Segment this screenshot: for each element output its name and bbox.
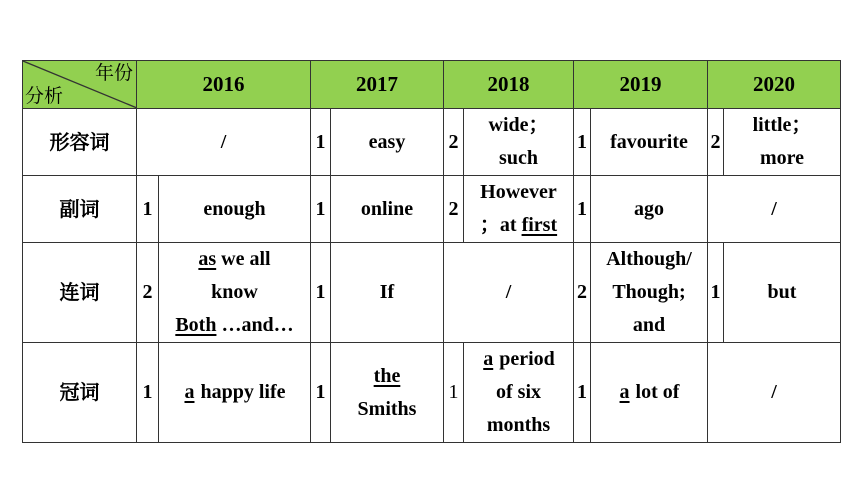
year-2020-header: 2020: [708, 61, 841, 109]
corner-year-label: 年份: [94, 62, 133, 84]
count-art-2018: 1: [444, 343, 464, 443]
row-label-adjective: 形容词: [23, 109, 137, 176]
cell-adv-2020: /: [708, 176, 841, 243]
conjunction-row: [23, 243, 841, 343]
corner-analysis-label: 分析: [25, 85, 64, 107]
count-adv-2016: 1: [137, 176, 159, 243]
cell-adj-2020: little； more: [724, 109, 841, 176]
row-label-article: 冠词: [23, 343, 137, 443]
count-art-2016: 1: [137, 343, 159, 443]
cell-conj-2018: /: [444, 243, 574, 343]
count-conj-2017: 1: [311, 243, 331, 343]
cell-art-2019: a lot of: [591, 343, 708, 443]
cell-art-2017: the Smiths: [331, 343, 444, 443]
count-conj-2019: 2: [574, 243, 591, 343]
count-art-2017: 1: [311, 343, 331, 443]
cell-art-2018: a period of six months: [464, 343, 574, 443]
row-label-adverb: 副词: [23, 176, 137, 243]
cell-adv-2016: enough: [159, 176, 311, 243]
count-adj-2017: 1: [311, 109, 331, 176]
count-adj-2020: 2: [708, 109, 724, 176]
cell-adj-2016: /: [137, 109, 311, 176]
row-label-conjunction: 连词: [23, 243, 137, 343]
year-2019-header: 2019: [574, 61, 708, 109]
cell-adv-2017: online: [331, 176, 444, 243]
article-row: [23, 343, 841, 443]
cell-art-2020: /: [708, 343, 841, 443]
count-conj-2020: 1: [708, 243, 724, 343]
count-adj-2019: 1: [574, 109, 591, 176]
count-art-2019: 1: [574, 343, 591, 443]
cell-adj-2019: favourite: [591, 109, 708, 176]
cell-adv-2018: However ；at first: [464, 176, 574, 243]
cell-conj-2019: Although/ Though; and: [591, 243, 708, 343]
cell-adj-2017: easy: [331, 109, 444, 176]
adverb-row: [23, 176, 841, 243]
adjective-row: [23, 109, 841, 176]
cell-adj-2018: wide； such: [464, 109, 574, 176]
grammar-table: [22, 60, 841, 443]
year-2016-header: 2016: [137, 61, 311, 109]
cell-conj-2020: but: [724, 243, 841, 343]
count-adv-2018: 2: [444, 176, 464, 243]
cell-art-2016: a happy life: [159, 343, 311, 443]
count-conj-2016: 2: [137, 243, 159, 343]
header-row: [23, 61, 841, 109]
cell-conj-2017: If: [331, 243, 444, 343]
count-adj-2018: 2: [444, 109, 464, 176]
year-2018-header: 2018: [444, 61, 574, 109]
count-adv-2019: 1: [574, 176, 591, 243]
cell-adv-2019: ago: [591, 176, 708, 243]
count-adv-2017: 1: [311, 176, 331, 243]
corner-cell: [23, 61, 137, 109]
year-2017-header: 2017: [311, 61, 444, 109]
cell-conj-2016: as we all know Both …and…: [159, 243, 311, 343]
